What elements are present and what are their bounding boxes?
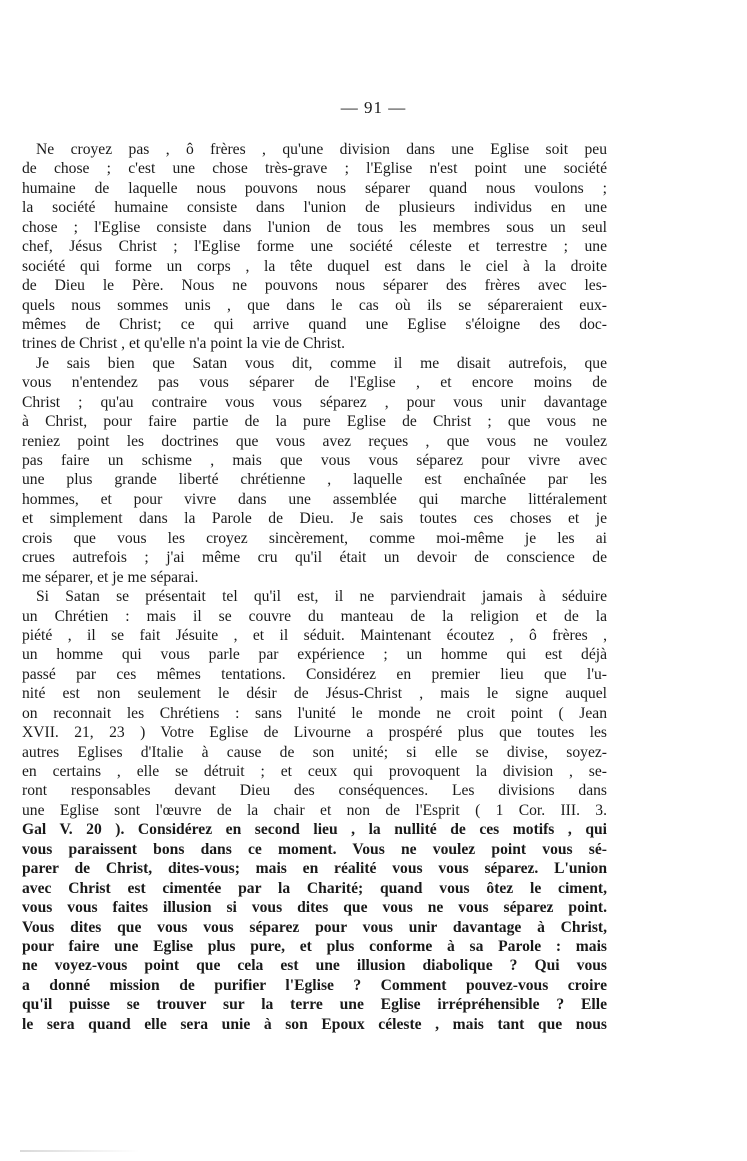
text-line: un Chrétien : mais il se couvre du manteau de la religion et de la <box>22 607 607 625</box>
text-line: me séparer, et je me séparai. <box>22 568 199 586</box>
text-line: société qui forme un corps , la tête duquel est dans le ciel à la droite <box>22 257 607 275</box>
text-line: chef, Jésus Christ ; l'Eglise forme une société céleste et terrestre ; une <box>22 238 607 256</box>
text-line: vous n'entendez pas vous séparer de l'Eglise , et encore moins de <box>22 374 607 392</box>
text-line: ront responsables devant Dieu des conséquences. Les divisions dans <box>22 782 607 800</box>
text-line: trines de Christ , et qu'elle n'a point la vie de Christ. <box>22 335 346 353</box>
text-line: a donné mission de purifier l'Eglise ? Comment pouvez-vous croire <box>22 976 607 994</box>
text-line: la société humaine consiste dans l'union de plusieurs individus en une <box>22 199 607 217</box>
text-line: XVII. 21, 23 ) Votre Eglise de Livourne a prospéré plus que toutes les <box>22 724 607 742</box>
text-line: vous paraissent bons dans ce moment. Vous ne voulez point vous sé- <box>22 840 607 858</box>
text-line: Si Satan se présentait tel qu'il est, il ne parviendrait jamais à séduire <box>36 588 607 606</box>
text-line: qu'il puisse se trouver sur la terre une Eglise irrépréhensible ? Elle <box>22 996 607 1014</box>
text-line: autres Eglises d'Italie à cause de son unité; si elle se divise, soyez- <box>22 743 607 761</box>
text-line: avec Christ est cimentée par la Charité; quand vous ôtez le ciment, <box>22 879 607 897</box>
text-line: hommes, et pour vivre dans une assemblée qui marche littéralement <box>22 490 607 508</box>
text-line: Ne croyez pas , ô frères , qu'une division dans une Eglise soit peu <box>36 141 607 158</box>
text-line: Je sais bien que Satan vous dit, comme il me disait autrefois, que <box>36 354 607 372</box>
text-line: en certains , elle se détruit ; et ceux qui provoquent la division , se- <box>22 763 607 780</box>
text-line: parer de Christ, dites-vous; mais en réalité vous vous séparez. L'union <box>22 860 607 878</box>
text-line: mêmes de Christ; ce qui arrive quand une Eglise s'éloigne des doc- <box>22 315 607 333</box>
text-line: crois que vous les croyez sincèrement, comme moi-même je les ai <box>22 529 607 547</box>
text-line: Vous dites que vous vous séparez pour vous unir davantage à Christ, <box>22 918 607 936</box>
text-line: une Eglise sont l'œuvre de la chair et non de l'Esprit ( 1 Cor. III. 3. <box>22 801 607 819</box>
text-line: une plus grande liberté chrétienne , laquelle est enchaînée par les <box>22 471 607 489</box>
text-line: et simplement dans la Parole de Dieu. Je sais toutes ces choses et je <box>22 510 607 528</box>
text-line: pour faire une Eglise plus pure, et plus conforme à sa Parole : mais <box>22 937 607 955</box>
text-line: humaine de laquelle nous pouvons nous séparer quand nous voulons ; <box>22 179 607 197</box>
text-line: à Christ, pour faire partie de la pure Eglise de Christ ; que vous ne <box>22 413 607 431</box>
text-line: de Dieu le Père. Nous ne pouvons nous séparer des frères avec les- <box>22 277 607 295</box>
text-line: quels nous sommes unis , que dans le cas où ils se sépareraient eux- <box>22 296 607 314</box>
text-line: chose ; l'Eglise consiste dans l'union de tous les membres sous un seul <box>22 218 607 236</box>
text-line: de chose ; c'est une chose très-grave ; l'Eglise n'est point une société <box>22 160 607 178</box>
text-line: passé par ces mêmes tentations. Considérez en premier lieu que l'u- <box>22 665 607 683</box>
text-line: Gal V. 20 ). Considérez en second lieu , la nullité de ces motifs , qui <box>22 821 607 839</box>
text-line: reniez point les doctrines que vous avez reçues , que vous ne voulez <box>22 432 607 450</box>
text-line: piété , il se fait Jésuite , et il séduit. Maintenant écoutez , ô frères , <box>22 626 607 644</box>
page-number: — 91 — <box>340 98 407 117</box>
scan-mark <box>20 1150 140 1152</box>
body-text <box>22 140 607 1034</box>
text-line: vous vous faites illusion si vous dites que vous ne vous séparez point. <box>22 899 607 917</box>
text-line: pas faire un schisme , mais que vous vous séparez pour vivre avec <box>22 452 607 469</box>
text-line: nité est non seulement le désir de Jésus-Christ , mais le signe auquel <box>22 685 607 703</box>
text-line: le sera quand elle sera unie à son Epoux céleste , mais tant que nous <box>22 1015 607 1033</box>
text-line: ne voyez-vous point que cela est une illusion diabolique ? Qui vous <box>22 957 607 975</box>
text-line: on reconnait les Chrétiens : sans l'unité le monde ne croit point ( Jean <box>22 704 607 722</box>
text-line: un homme qui vous parle par expérience ; un homme qui est déjà <box>22 646 607 664</box>
text-line: crues autrefois ; j'ai même cru qu'il était un devoir de conscience de <box>22 549 607 567</box>
text-line: Christ ; qu'au contraire vous vous séparez , pour vous unir davantage <box>22 393 607 411</box>
